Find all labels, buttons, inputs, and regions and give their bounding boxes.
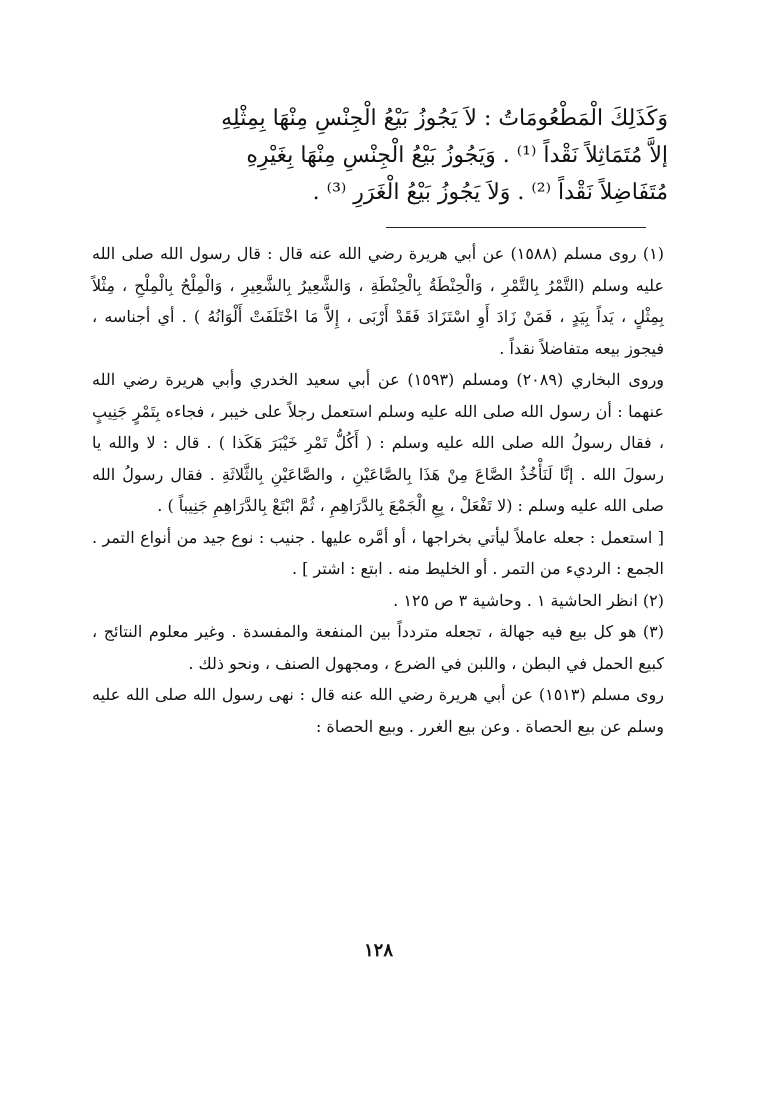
footnote-divider [386,227,646,228]
page-number: ١٢٨ [363,940,393,961]
main-text-line: إلاَّ مُتَمَاثِلاً نَقْداً ⁽¹⁾ . وَيَجُوزُ بَيْعُ الْجِنْسِ مِنْهَا بِغَيْرِهِ [246,143,668,168]
footnote-1-glossary: [ استعمل : جعله عاملاً ليأتي بخراجها ، أو أمَّره عليها . جنيب : نوع جيد من أنواع التمر . الجمع : الرديء من التمر . أو الخليط منه . ابتع : اشتر ] . [92,527,664,578]
footnote-1-paragraph: (١) روى مسلم (١٥٨٨) عن أبي هريرة رضي الله عنه قال : قال رسول الله صلى الله عليه وسلم (التَّمْرُ بِالتَّمْرِ ، وَالْحِنْطَةُ بِالْحِنْطَةِ ، وَالشَّعِيرُ بِالشَّعِيرِ ، وَالْمِلْحُ بِالْمِلْحِ ، مِثْلاً بِمِثْلٍ ، يَداً بِيَدٍ ، فَمَنْ زَادَ أَوِ اسْتَزَادَ فَقَدْ أَرْبَى ، إِلاَّ مَا اخْتَلَفَتْ أَلْوَانُهُ ) . أي أجناسه ، فيجوز بيعه متفاضلاً نقداً . [92,244,664,358]
main-text [86,100,668,211]
footnotes [92,238,664,742]
footnote-1-paragraph: وروى البخاري (٢٠٨٩) ومسلم (١٥٩٣) عن أبي سعيد الخدري وأبي هريرة رضي الله عنهما : أن رسول الله صلى الله عليه وسلم استعمل رجلاً على خيبر ، فجاءه بِتَمْرٍ جَنِيبٍ ، فقال رسولُ الله صلى الله عليه وسلم : ( أَكُلُّ تَمْرِ خَيْبَرَ هَكَذا ) . قال : لا والله يا رسولَ الله . إنَّا لَنَأْخُذُ الصَّاعَ مِنْ هَذَا بِالصَّاعَيْنِ ، والصَّاعَيْنِ بِالثَّلاثَةِ . فقال رسولُ الله صلى الله عليه وسلم : (لا تَفْعَلْ ، بِعِ الْجَمْعَ بِالدَّرَاهِمِ ، ثُمَّ ابْتَعْ بِالدَّرَاهِمِ جَنِيباً ) . [92,370,665,515]
footnote-2: (٢) انظر الحاشية ١ . وحاشية ٣ ص ١٢٥ . [393,590,664,610]
footnote-3-paragraph: روى مسلم (١٥١٣) عن أبي هريرة رضي الله عنه قال : نهى رسول الله صلى الله عليه وسلم عن بيع الحصاة . وعن بيع الغرر . وبيع الحصاة : [92,685,665,736]
main-text-line: وَكَذَلِكَ الْمَطْعُومَاتُ : لاَ يَجُوزُ بَيْعُ الْجِنْسِ مِنْهَا بِمِثْلِهِ [221,106,668,131]
main-text-line: مُتَفَاضِلاً نَقْداً ⁽²⁾ . وَلاَ يَجُوزُ بَيْعُ الْغَرَرِ ⁽³⁾ . [312,180,668,205]
footnote-3-paragraph: (٣) هو كل بيع فيه جهالة ، تجعله متردداً بين المنفعة والمفسدة . وغير معلوم النتائج ، كبيع الحمل في البطن ، واللبن في الضرع ، ومجهول الصنف ، ونحو ذلك . [92,622,664,673]
